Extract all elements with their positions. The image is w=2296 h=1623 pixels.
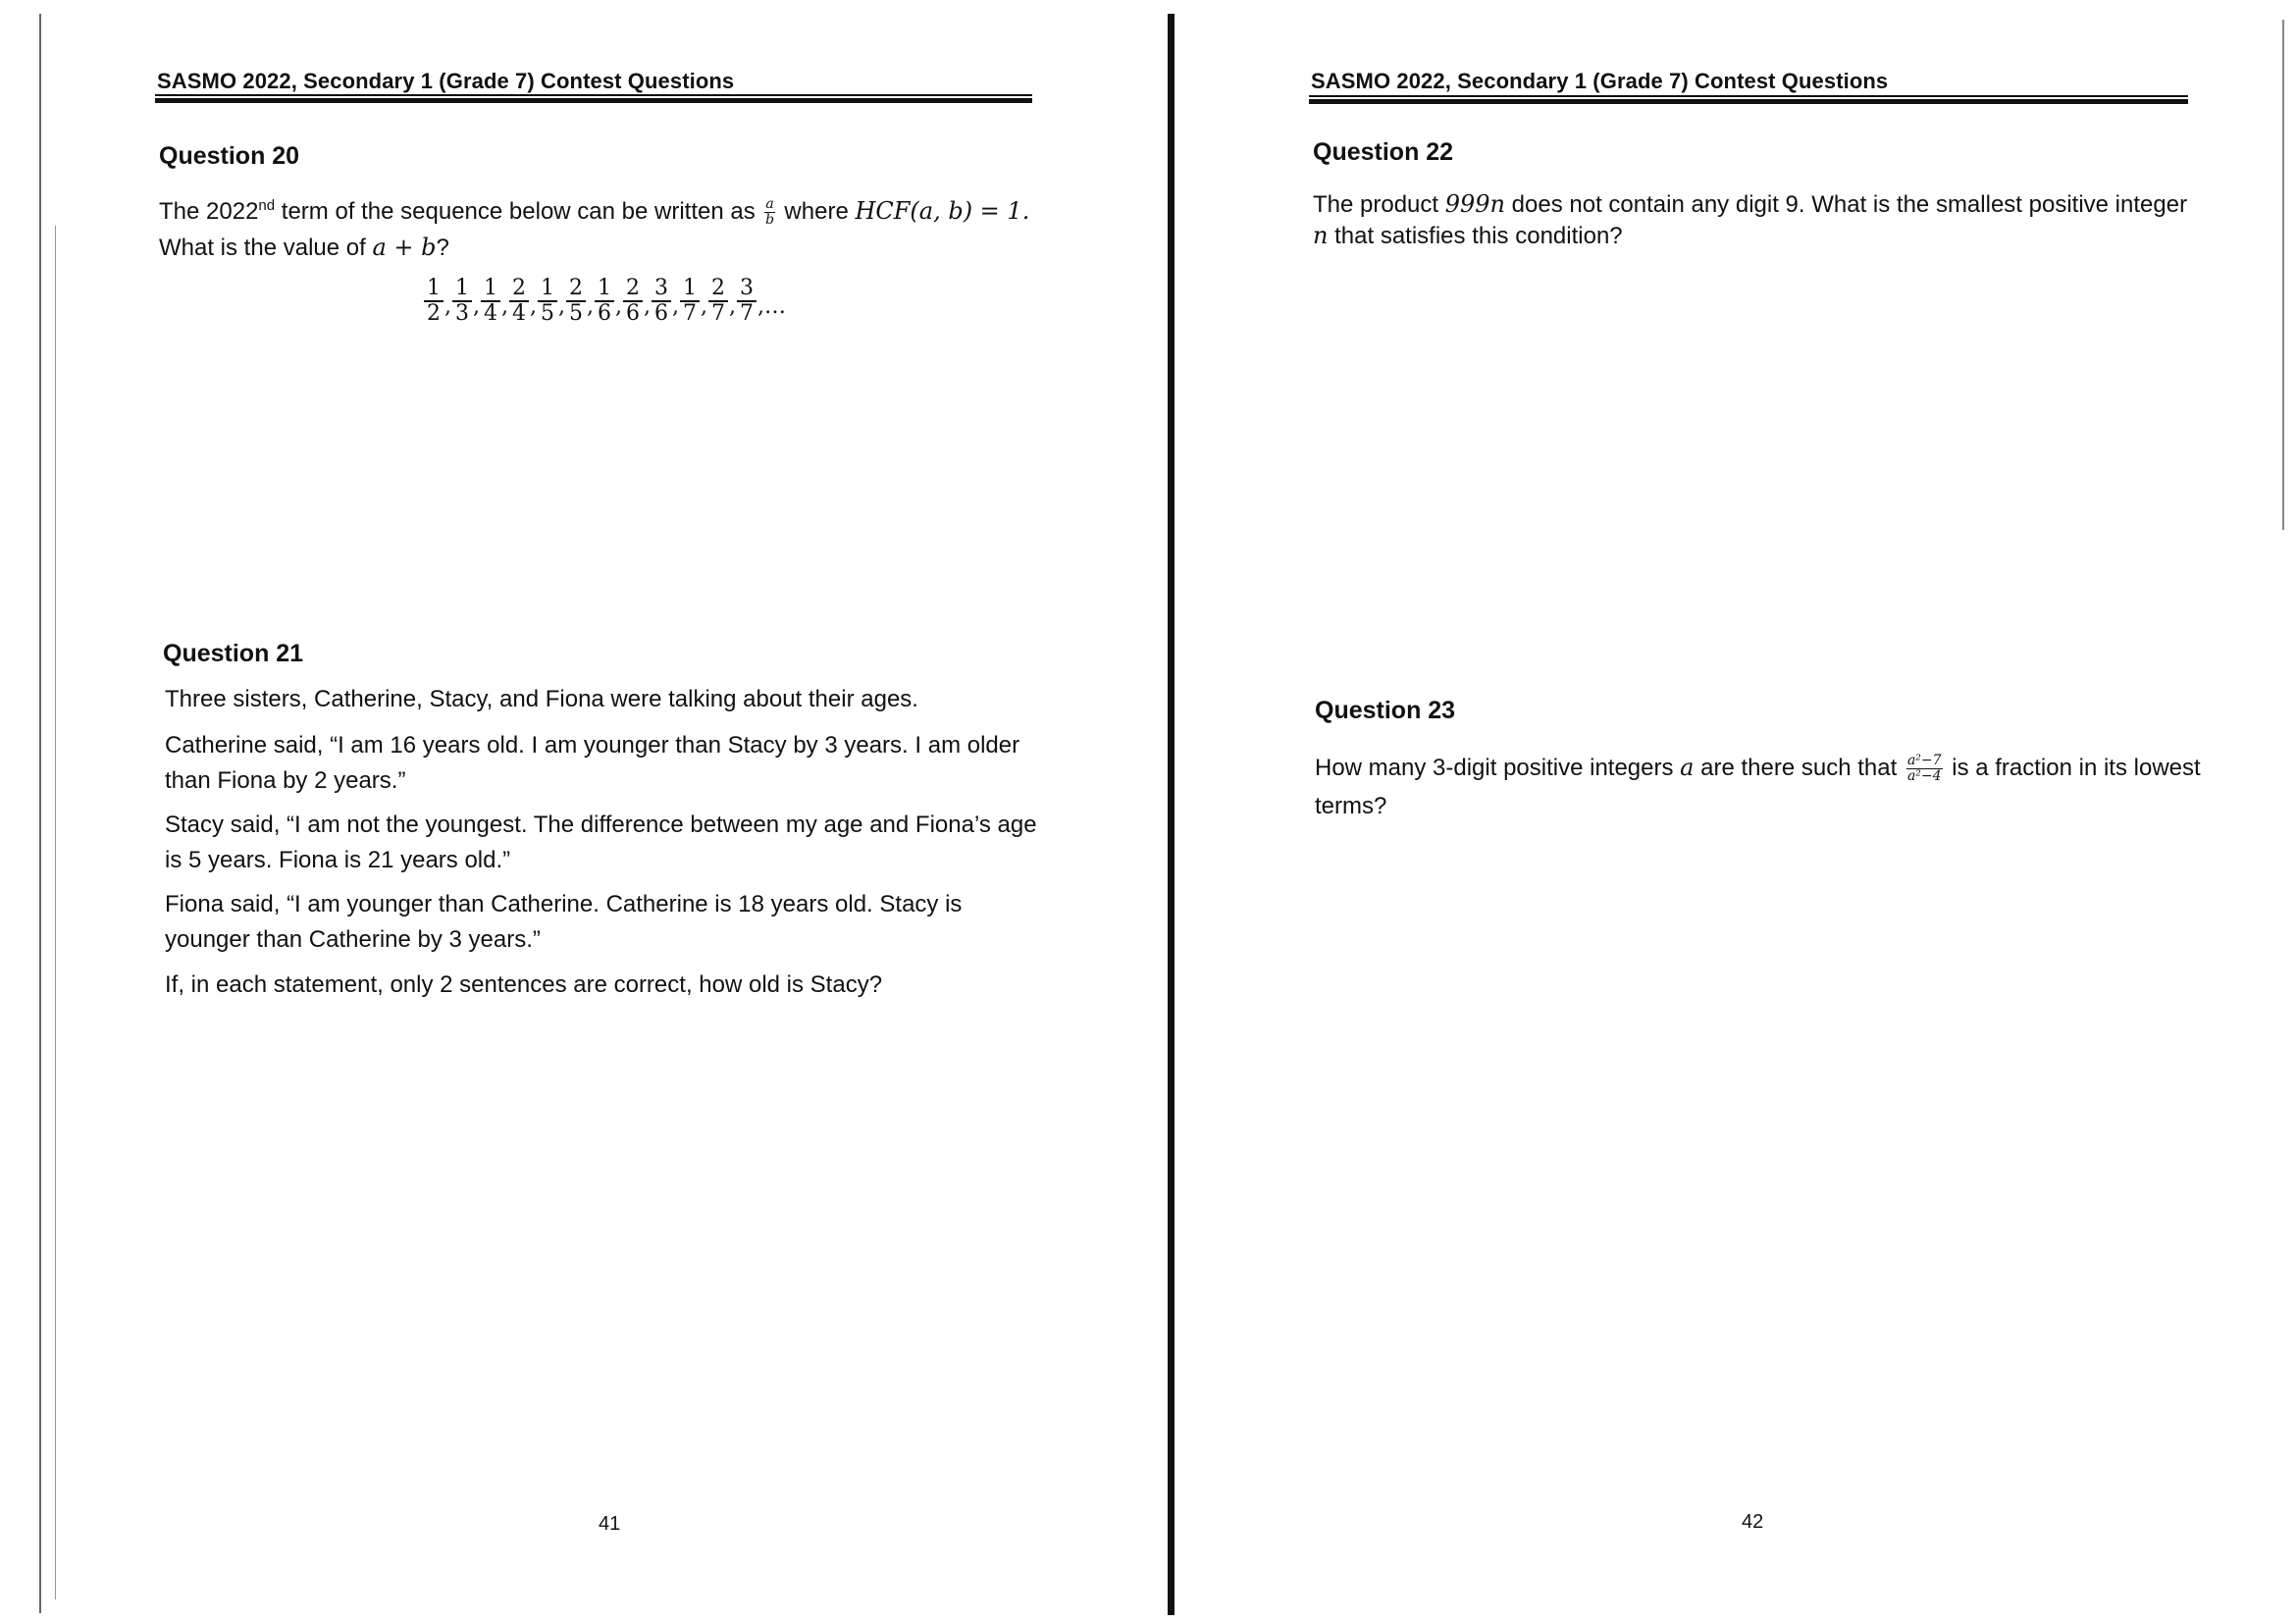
question-20-line-2 (159, 230, 449, 266)
sequence-denominator: 2 (427, 301, 441, 326)
sequence-comma: , (587, 294, 594, 319)
sequence-comma: , (558, 294, 565, 319)
sequence-fraction (737, 277, 757, 326)
sequence-fraction (424, 277, 444, 326)
q22-math: n (1313, 222, 1329, 249)
sequence-comma: , (672, 294, 679, 319)
sequence-numerator: 2 (708, 277, 728, 302)
sequence-fraction (680, 277, 700, 326)
question-21-para-1: Three sisters, Catherine, Stacy, and Fiona were talking about their ages. (165, 686, 918, 712)
question-21-para-2a: Catherine said, “I am 16 years old. I am younger than Stacy by 3 years. I am older (165, 732, 1020, 759)
sequence-fraction (623, 277, 643, 326)
header-rule-thin (155, 94, 1032, 96)
sequence-fraction (481, 277, 500, 326)
sequence-denominator: 7 (740, 301, 754, 326)
sequence-denominator: 6 (626, 301, 640, 326)
q22-math: 999n (1444, 190, 1506, 218)
question-22-title: Question 22 (1313, 138, 1454, 166)
sequence-fraction (652, 277, 671, 326)
fraction-numerator: a (765, 196, 774, 213)
sequence-comma: , (729, 294, 736, 319)
sequence-fraction (595, 277, 614, 326)
sequence-numerator: 1 (424, 277, 444, 302)
q20-math: HCF(a, b) = 1. (855, 197, 1030, 225)
fraction-numerator: a²−7 (1906, 753, 1942, 769)
sequence-denominator: 3 (455, 301, 469, 326)
sequence-numerator: 1 (452, 277, 472, 302)
sequence-numerator: 1 (538, 277, 557, 302)
sequence-comma: , (530, 294, 537, 319)
question-20-line-1 (159, 188, 1029, 230)
question-21-para-5: If, in each statement, only 2 sentences are correct, how old is Stacy? (165, 971, 883, 998)
q22-text: that satisfies this condition? (1328, 223, 1623, 249)
sequence-comma: , (444, 294, 451, 319)
sequence-comma: , (473, 294, 480, 319)
sequence-numerator: 3 (737, 277, 757, 302)
question-23-line-1 (1315, 750, 2201, 786)
sequence-fraction (452, 277, 472, 326)
page-header: SASMO 2022, Secondary 1 (Grade 7) Contest Questions (157, 69, 735, 93)
fraction-sequence (424, 277, 787, 326)
sequence-ellipsis: ,… (757, 294, 786, 319)
q23-text: are there such that (1694, 755, 1904, 781)
q20-text: ? (436, 235, 449, 261)
sequence-denominator: 6 (598, 301, 611, 326)
sequence-denominator: 7 (683, 301, 697, 326)
sequence-numerator: 1 (595, 277, 614, 302)
question-21-para-3a: Stacy said, “I am not the youngest. The difference between my age and Fiona’s age (165, 812, 1037, 838)
sequence-comma: , (615, 294, 622, 319)
header-rule-thick (155, 98, 1032, 103)
q22-text: does not contain any digit 9. What is the smallest positive integer (1505, 191, 2188, 218)
page-number: 42 (1742, 1511, 1764, 1533)
q20-text: What is the value of (159, 235, 373, 261)
sequence-fraction (566, 277, 586, 326)
right-page (1177, 0, 2296, 1623)
sequence-denominator: 5 (569, 301, 583, 326)
q20-text: term of the sequence below can be written as (275, 198, 762, 225)
q20-ordinal: nd (258, 197, 276, 214)
header-rule-thick (1309, 99, 2188, 104)
header-rule-thin (1309, 95, 2188, 97)
fraction-a-over-b (764, 197, 774, 228)
question-21-title: Question 21 (163, 640, 304, 667)
q23-math: a (1680, 754, 1695, 781)
q23-text: How many 3-digit positive integers (1315, 755, 1681, 781)
sequence-denominator: 4 (484, 301, 497, 326)
q20-text: where (777, 198, 856, 225)
sequence-fraction (708, 277, 728, 326)
sequence-fraction (538, 277, 557, 326)
sequence-denominator: 6 (654, 301, 668, 326)
q20-math: a + b (372, 234, 437, 261)
q23-text: is a fraction in its lowest (1945, 755, 2201, 781)
sequence-numerator: 1 (481, 277, 500, 302)
q22-text: The product (1313, 191, 1445, 218)
question-23-title: Question 23 (1315, 697, 1456, 724)
question-21-para-4b: younger than Catherine by 3 years.” (165, 926, 541, 953)
question-22-line-2 (1313, 218, 1623, 254)
sequence-comma: , (644, 294, 651, 319)
sequence-numerator: 3 (652, 277, 671, 302)
sequence-numerator: 2 (509, 277, 529, 302)
page-number: 41 (599, 1513, 621, 1535)
question-21-para-4a: Fiona said, “I am younger than Catherine. Catherine is 18 years old. Stacy is (165, 891, 963, 917)
sequence-numerator: 1 (680, 277, 700, 302)
sequence-fraction (509, 277, 529, 326)
sequence-denominator: 7 (711, 301, 725, 326)
fraction-denominator: a²−4 (1906, 768, 1942, 785)
q20-text: The 2022 (159, 198, 259, 225)
page-header: SASMO 2022, Secondary 1 (Grade 7) Contest Questions (1311, 69, 1889, 93)
sequence-denominator: 4 (512, 301, 526, 326)
sequence-comma: , (501, 294, 508, 319)
question-21-para-3b: is 5 years. Fiona is 21 years old.” (165, 847, 511, 873)
sequence-denominator: 5 (541, 301, 554, 326)
sequence-numerator: 2 (623, 277, 643, 302)
question-20-title: Question 20 (159, 142, 300, 170)
fraction-denominator: b (765, 212, 775, 229)
question-23-line-2: terms? (1315, 793, 1387, 819)
sequence-comma: , (701, 294, 707, 319)
question-21-para-2b: than Fiona by 2 years.” (165, 767, 406, 794)
fraction-expression (1906, 754, 1943, 784)
sequence-numerator: 2 (566, 277, 586, 302)
